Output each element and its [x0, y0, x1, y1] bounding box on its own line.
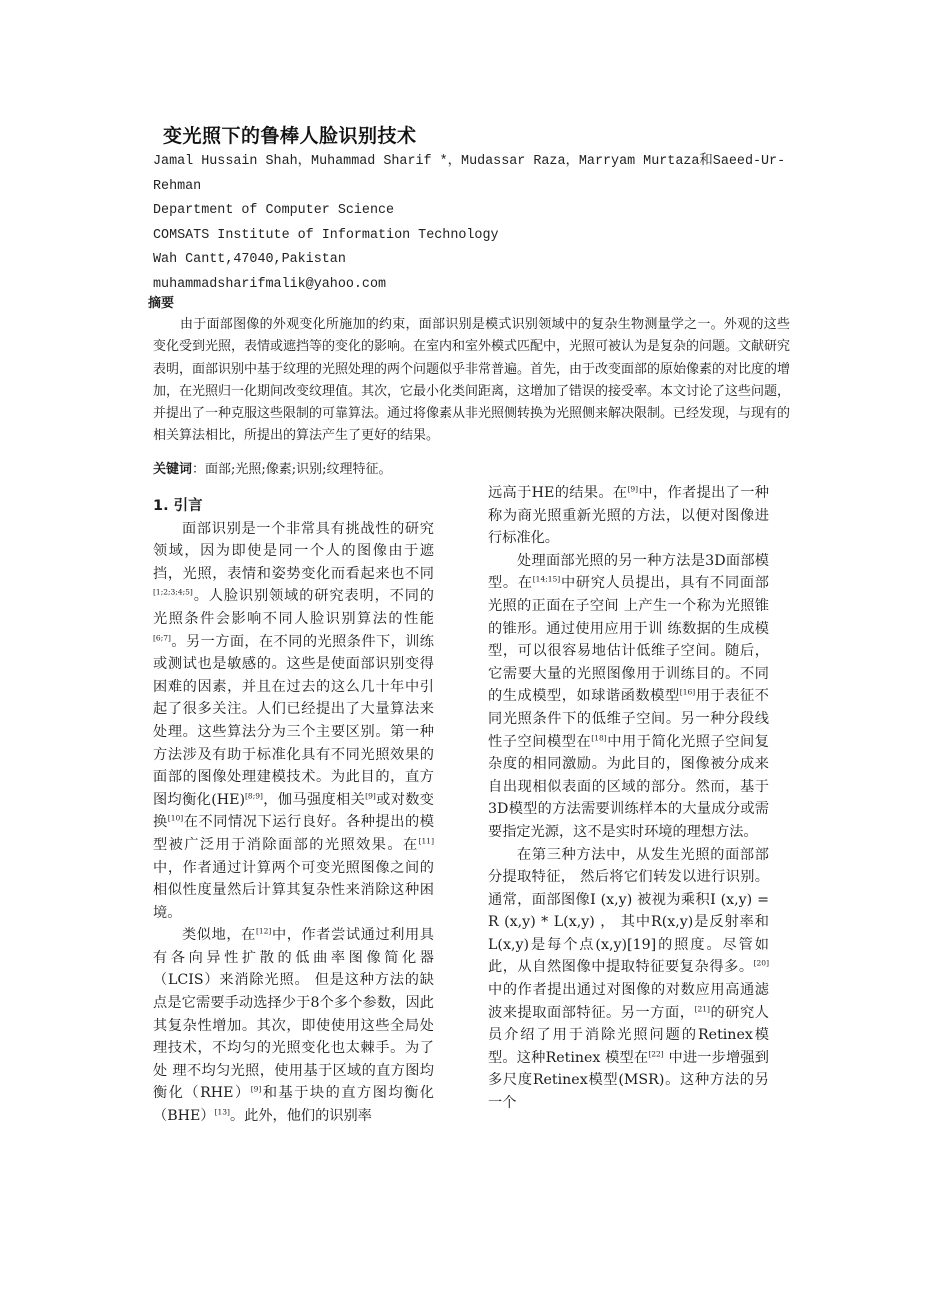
text-run: 或对数变换 — [153, 791, 434, 831]
left-column — [153, 495, 434, 1128]
citation-ref: [20] — [753, 958, 769, 968]
text-run: 和基于块的直方图均衡化（BHE） — [153, 1085, 434, 1125]
text-run: 处理面部光照的另一种方法是3D面部模型。在 — [488, 552, 769, 592]
text-run: 中的作者提出通过对图像的对数应用高通滤波来提取面部特征。另一方面， — [488, 982, 769, 1021]
text-run: 类似地，在 — [182, 927, 256, 944]
text-run: 在不同情况下运行良好。各种提出的模型被广泛用于消除面部的光照效果。在 — [153, 814, 434, 853]
text-run: 中，作者尝试通过利用具有各向异性扩散的低曲率图像简化器（LCIS）来消除光照。 但是这种方法的缺点是它需要手动选择少于8个多个参数，因此其复杂性增加。其次，即使使用这些全局处理技术，不均匀的光照变化也太棘手。为了处 理不均匀光照，使用基于区域的直方图均衡化（RHE） — [153, 927, 434, 1102]
citation-ref: [10] — [167, 813, 184, 823]
text-run: 。另一方面，在不同的光照条件下，训练或测试也是敏感的。这些是使面部识别变得困难的因素，并且在过去的这么几十年中引起了很多关注。人们已经提出了大量算法来处理。这些算法分为三个主要区别。第一种方法涉及有助于标准化具有不同光照效果的面部的图像处理建模技术。为此目的，直方图均衡化(HE) — [153, 633, 434, 808]
intro-paragraph-2 — [153, 924, 434, 1127]
affiliation-department: Department of Computer Science — [153, 203, 395, 219]
abstract-heading: 摘要 — [148, 296, 175, 311]
text-run: 中进一步增强到多尺度Retinex模型(MSR)。这种方法的另一个 — [488, 1049, 769, 1112]
author-block — [153, 150, 793, 298]
citation-ref: [9] — [365, 790, 376, 800]
keywords-separator: ： — [192, 462, 206, 477]
right-column — [488, 482, 769, 1115]
affiliation-institute: COMSATS Institute of Information Technology — [153, 227, 499, 243]
keywords-line — [153, 458, 392, 477]
text-run: 的研究人员介绍了用于消除光照问题的Retinex模型。这种Retinex 模型在 — [488, 1004, 769, 1066]
text-run: 中，作者提出了一种称为商光照重新光照的方法，以便对图像进行标准化。 — [488, 485, 769, 547]
text-run: 中用于简化光照子空间复杂度的相同激励。为此目的，图像被分成来自出现相似表面的区域的部分。然而，基于3D模型的方法需要训练样本的大量成分或需要指定光源，这不是实时环境的理想方法。 — [488, 733, 769, 840]
text-run: 中，作者通过计算两个可变光照图像之间的相似性度量然后计算其复杂性来消除这种困境。 — [153, 859, 434, 921]
intro-paragraph-feature-extraction — [488, 844, 769, 1115]
affiliation-address: Wah Cantt,47040,Pakistan — [153, 252, 346, 268]
citation-ref: [8;9] — [245, 790, 263, 800]
paper-title: 变光照下的鲁棒人脸识别技术 — [163, 125, 417, 147]
citation-ref: [12] — [255, 926, 272, 936]
text-run: 远高于HE的结果。在 — [488, 485, 628, 501]
text-run: 用于表征不同光照条件下的低维子空间。另一种分段线性子空间模型在 — [488, 688, 769, 750]
citation-ref: [1;2;3;4;5] — [153, 587, 193, 597]
citation-ref: [11] — [418, 836, 434, 846]
intro-paragraph-3d-models — [488, 550, 769, 844]
author-email: muhammadsharifmalik@yahoo.com — [153, 276, 387, 292]
text-run: ，伽马强度相关 — [262, 791, 366, 808]
citation-ref: [21] — [694, 1003, 710, 1013]
text-run: 。此外，他们的识别率 — [229, 1108, 372, 1125]
author-list-continued: Rehman — [153, 178, 202, 194]
citation-ref: [22] — [648, 1049, 664, 1059]
citation-ref: [9] — [250, 1084, 262, 1094]
citation-ref: [9] — [627, 484, 639, 494]
text-run: 面部识别是一个非常具有挑战性的研究领域，因为即使是同一个人的图像由于遮挡，光照，表情和姿势变化而看起来也不同 — [153, 520, 434, 582]
text-run: 。人脸识别领域的研究表明，不同的光照条件会影响不同人脸识别算法的性能 — [153, 588, 434, 627]
citation-ref: [18] — [591, 732, 607, 742]
abstract-text: 由于面部图像的外观变化所施加的约束，面部识别是模式识别领域中的复杂生物测量学之一。外观的这些变化受到光照，表情或遮挡等的变化的影响。在室内和室外模式匹配中，光照可被认为是复杂的问题。文献研究表明，面部识别中基于纹理的光照处理的两个问题似乎非常普遍。首先，由于改变面部的原始像素的对比度的增加，在光照归一化期间改变纹理值。其次，它最小化类间距离，这增加了错误的接受率。本文讨论了这些问题，并提出了一种克服这些限制的可靠算法。通过将像素从非光照侧转换为光照侧来解决限制。已经发现，与现有的相关算法相比，所提出的算法产生了更好的结果。 — [153, 317, 791, 444]
section-heading-introduction: 1. 引言 — [153, 498, 203, 514]
author-list: Jamal Hussain Shah，Muhammad Sharif *，Mudassar Raza，Marryam Murtaza和Saeed-Ur- — [153, 154, 786, 169]
citation-ref: [14;15] — [532, 574, 561, 584]
citation-ref: [6;7] — [153, 632, 171, 642]
keywords-label: 关键词 — [153, 462, 193, 477]
text-run: 中研究人员提出，具有不同面部光照的正面在子空间 上产生一个称为光照锥的锥形。通过使用应用于训 练数据的生成模型，可以很容易地估计低维子空间。随后，它需要大量的光照图像用于训练目的。不同的生成模型，如球谐函数模型 — [488, 575, 769, 705]
citation-ref: [13] — [214, 1107, 230, 1117]
text-run: 在第三种方法中，从发生光照的面部部分提取特征， 然后将它们转发以进行识别。通常，面部图像I (x,y) 被视为乘积I (x,y) = R (x,y) * L(x,y) ， 其中R(x,y)是反射率和L(x,y)是每个点(x,y)[19]的照度。尽管如此，从自然图像中提取特征要复杂得多。 — [488, 846, 769, 976]
citation-ref: [16] — [679, 687, 696, 697]
intro-paragraph-continued — [488, 482, 769, 550]
keywords-text: 面部;光照;像素;识别;纹理特征。 — [205, 462, 392, 477]
intro-paragraph-1 — [153, 518, 434, 925]
